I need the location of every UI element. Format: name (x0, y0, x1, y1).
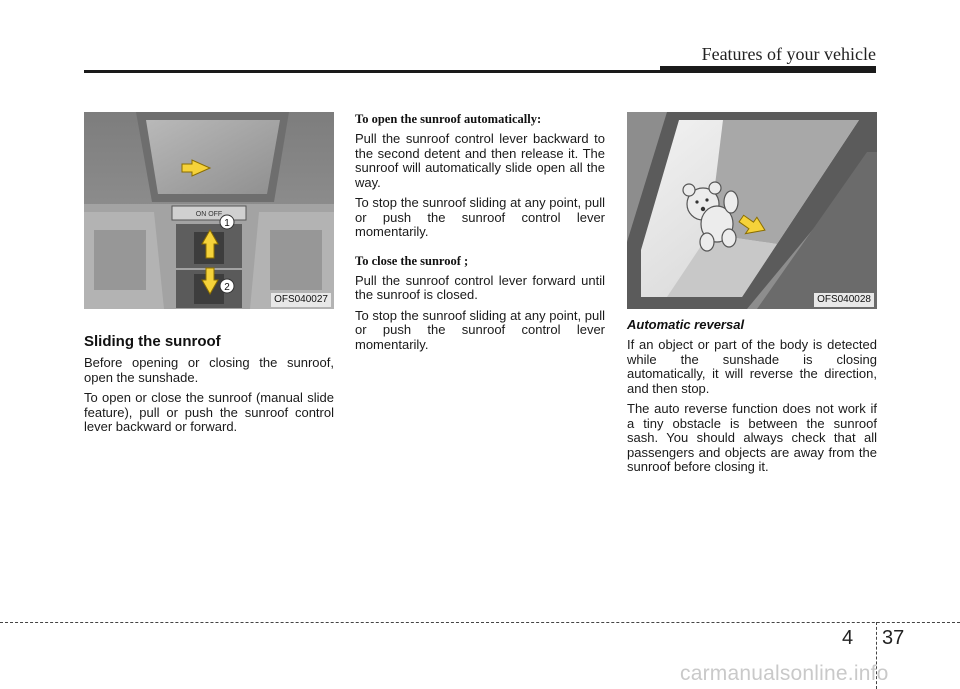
heading-automatic-reversal: Automatic reversal (627, 317, 745, 332)
heading-sliding-sunroof: Sliding the sunroof (84, 333, 221, 350)
callout-2: 2 (224, 282, 230, 293)
figure-code: OFS040028 (814, 293, 874, 307)
figure-code: OFS040027 (271, 293, 331, 307)
paragraph: Pull the sunroof control lever forward until the sunroof is closed. (355, 272, 605, 302)
paragraph: The auto reverse function does not work if a tiny obstacle is between the sunroof sash. You should always check that all passengers and objects are away from the sunroof before closing it. (627, 401, 877, 474)
column-right (627, 112, 877, 481)
paragraph: Before opening or closing the sunroof, open the sunshade. (84, 355, 334, 385)
callout-1: 1 (224, 218, 230, 229)
paragraph: To stop the sunroof sliding at any point, pull or push the sunroof control lever momentarily. (355, 195, 605, 239)
paragraph: To open or close the sunroof (manual slide feature), pull or push the sunroof control lever backward or forward. (84, 390, 334, 434)
paragraph: To stop the sunroof sliding at any point, pull or push the sunroof control lever momentarily. (355, 307, 605, 352)
automatic-reversal-illustration (627, 112, 877, 309)
chapter-number: 4 (842, 627, 854, 649)
column-left (84, 112, 334, 441)
paragraph: Pull the sunroof control lever backward to the second detent and then release it. The sunroof will automatically slide open all the way. (355, 131, 605, 190)
sunroof-lever-illustration (84, 112, 334, 309)
column-middle (355, 112, 605, 358)
header-rule-accent (660, 66, 876, 73)
sunroof-lever-drawing (84, 112, 334, 309)
paragraph: If an object or part of the body is detected while the sunshade is closing automatically, it will reverse the direction, and then stop. (627, 337, 877, 396)
section-title: Features of your vehicle (701, 44, 876, 64)
heading-open-automatically: To open the sunroof automatically: (355, 112, 542, 126)
footer-rule (0, 622, 960, 623)
automatic-reversal-drawing (627, 112, 877, 309)
page-number: 37 (882, 627, 905, 649)
panel-label: ON OFF (195, 211, 223, 218)
watermark: carmanualsonline.info (680, 662, 889, 685)
heading-close-sunroof: To close the sunroof ; (355, 253, 469, 268)
